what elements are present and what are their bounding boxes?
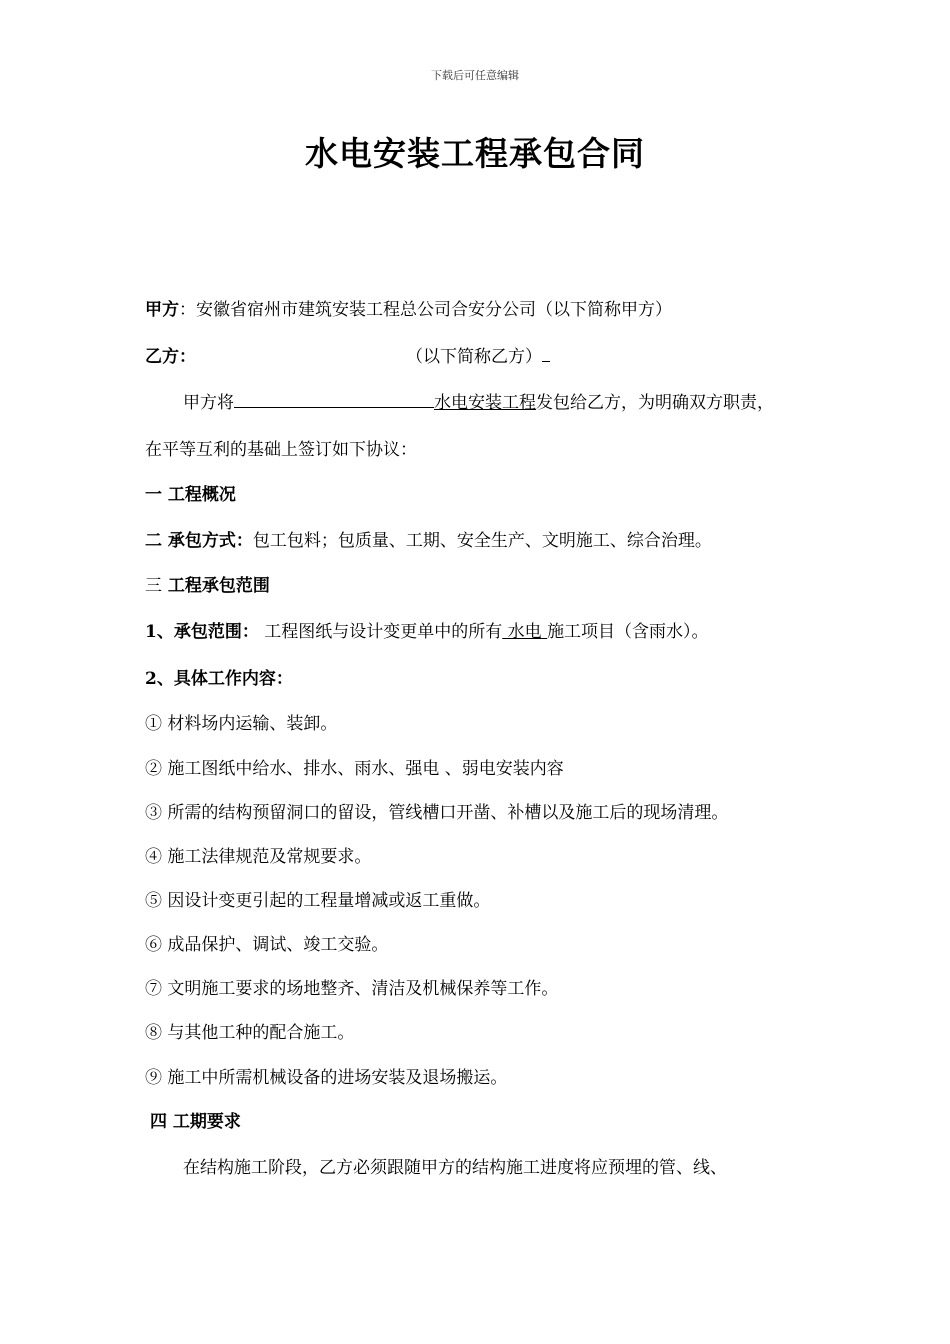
section-3-title-line bbox=[145, 574, 270, 598]
party-b-line bbox=[145, 343, 550, 369]
section-3-title-prefix: 三 bbox=[145, 576, 162, 596]
scope-text-b: 施工项目（含雨水）。 bbox=[547, 622, 709, 642]
party-a-colon: ： bbox=[179, 300, 196, 320]
section-2-content: 包工包料；包质量、工期、安全生产、文明施工、综合治理。 bbox=[252, 531, 712, 551]
work-item-7: ⑦ 文明施工要求的场地整齐、清洁及机械保养等工作。 bbox=[145, 979, 559, 999]
intro-project: 水电安装工程 bbox=[434, 393, 536, 413]
intro-prefix: 甲方将 bbox=[183, 393, 234, 413]
scope-underlined: 水电 bbox=[502, 622, 548, 642]
party-a-line bbox=[145, 298, 672, 322]
work-content-label: 2、具体工作内容： bbox=[145, 669, 293, 689]
work-item-3: ③ 所需的结构预留洞口的留设，管线槽口开凿、补槽以及施工后的现场清理。 bbox=[145, 803, 729, 823]
document-title: 水电安装工程承包合同 bbox=[305, 134, 645, 173]
party-b-trailing-blank bbox=[542, 343, 550, 362]
section-2-colon: ： bbox=[235, 531, 253, 551]
work-item-9: ⑨ 施工中所需机械设备的进场安装及退场搬运。 bbox=[145, 1068, 508, 1088]
party-a-value: 安徽省宿州市建筑安装工程总公司合安分公司（以下简称甲方） bbox=[196, 300, 672, 320]
work-item-8: ⑧ 与其他工种的配合施工。 bbox=[145, 1023, 355, 1043]
work-item-6: ⑥ 成品保护、调试、竣工交验。 bbox=[145, 935, 389, 955]
intro-blank bbox=[234, 389, 434, 408]
section-4-paragraph: 在结构施工阶段，乙方必须跟随甲方的结构施工进度将应预埋的管、线、 bbox=[183, 1158, 727, 1178]
scope-text-a: 工程图纸与设计变更单中的所有 bbox=[258, 622, 503, 642]
scope-line bbox=[145, 620, 709, 644]
intro-line-2: 在平等互利的基础上签订如下协议： bbox=[145, 440, 417, 460]
section-4-title: 四 工期要求 bbox=[150, 1112, 241, 1132]
work-item-1: ① 材料场内运输、装卸。 bbox=[145, 714, 338, 734]
party-b-label: 乙方： bbox=[145, 347, 196, 367]
section-3-title: 工程承包范围 bbox=[162, 576, 270, 596]
section-2-title: 二 承包方式 bbox=[145, 531, 236, 551]
work-item-2: ② 施工图纸中给水、排水、雨水、强电 、弱电安装内容 bbox=[145, 759, 564, 779]
scope-label: 1、承包范围： bbox=[145, 622, 259, 642]
section-1-title: 一 工程概况 bbox=[145, 485, 236, 505]
intro-rest: 发包给乙方，为明确双方职责， bbox=[536, 393, 774, 413]
work-item-5: ⑤ 因设计变更引起的工程量增减或返工重做。 bbox=[145, 891, 491, 911]
intro-line-1 bbox=[183, 389, 774, 415]
section-2-line bbox=[145, 529, 712, 553]
party-a-label: 甲方 bbox=[145, 300, 179, 320]
header-note: 下载后可任意编辑 bbox=[431, 69, 519, 82]
work-item-4: ④ 施工法律规范及常规要求。 bbox=[145, 847, 372, 867]
party-b-suffix: （以下简称乙方） bbox=[406, 347, 542, 367]
